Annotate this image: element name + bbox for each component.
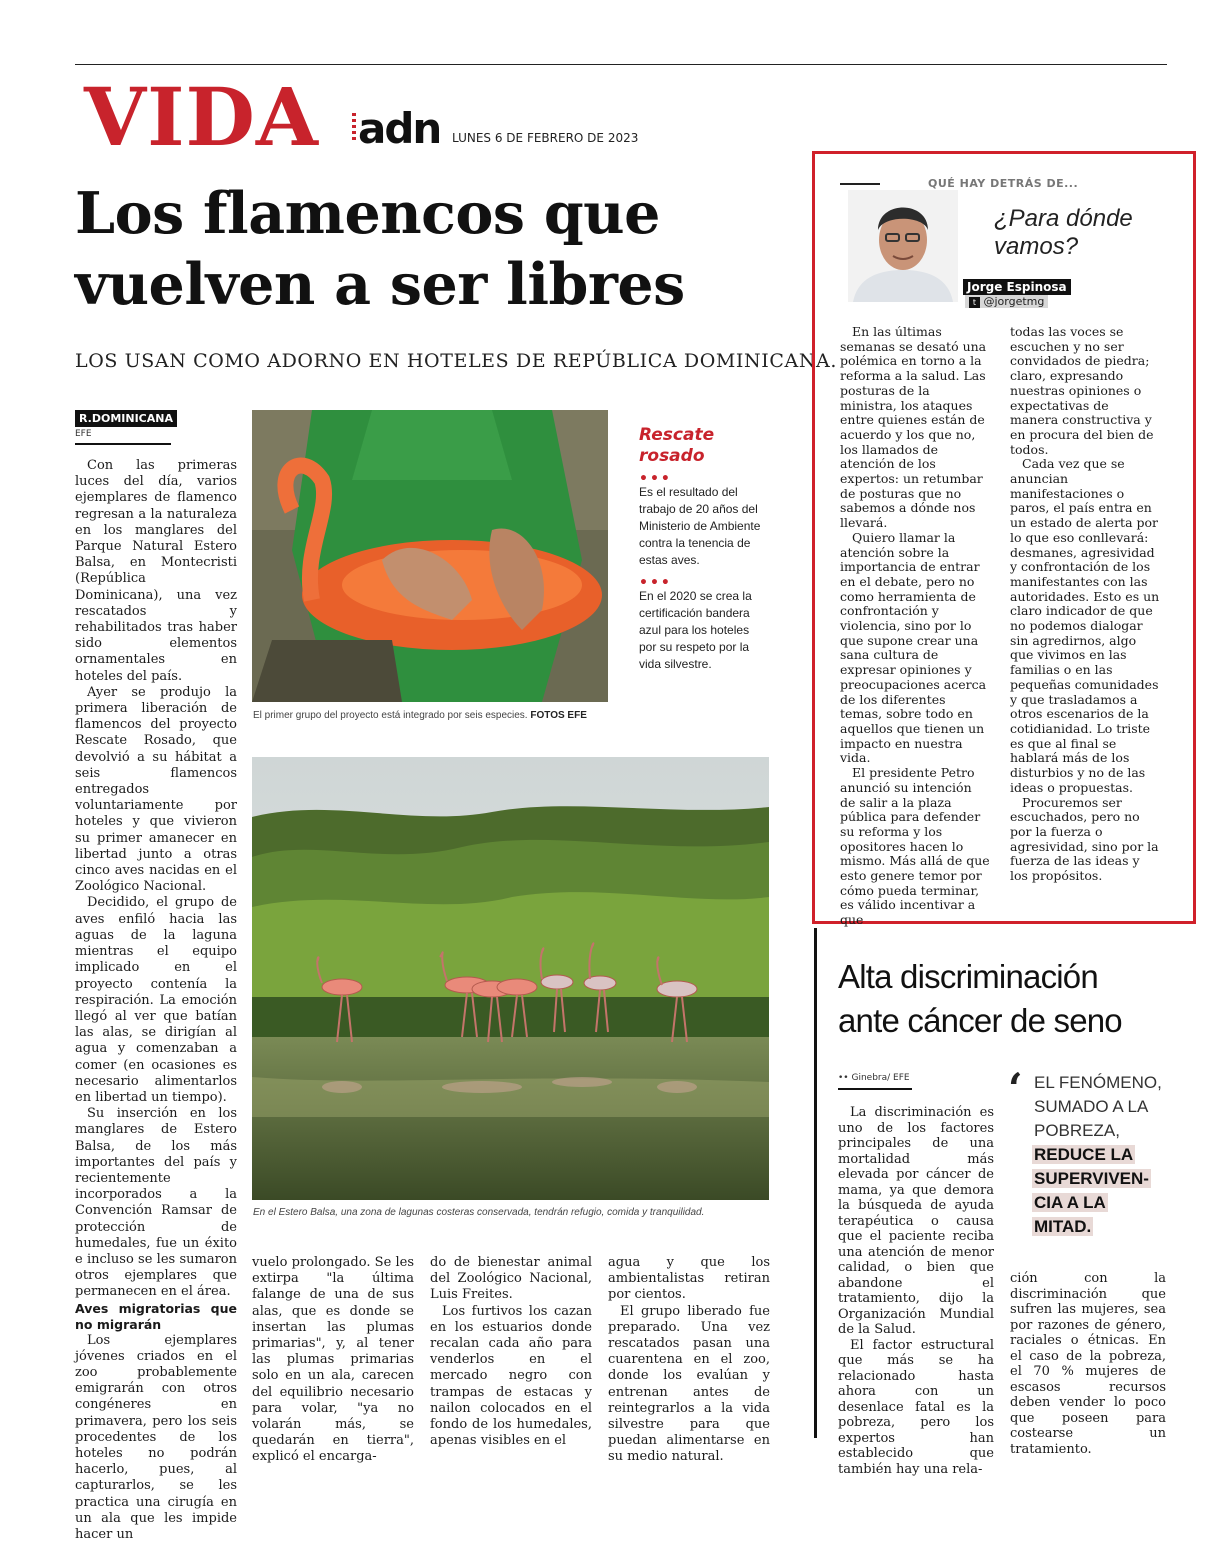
- quote-highlight: REDUCE LA: [1034, 1145, 1134, 1164]
- article-column-3: [430, 1255, 592, 1449]
- paragraph: En las últimas semanas se desató una polémica en torno a la reforma a la salud. Las posturas de la ministra, los ataques entre quienes están de acuerdo y los que no, los llamados de atención de los expertos: un retumbar de posturas que no sabemos a dónde nos llevará.: [840, 324, 987, 531]
- dateline: R.DOMINICANA: [75, 410, 177, 427]
- paragraph: Su inserción en los manglares de Estero Balsa, de los más importantes del país y recientemente incorporados a la Convención Ramsar de protección de humedales, fue un éxito e incluso se les sumaron otros ejemplares que permanecen en el área.: [75, 1106, 237, 1300]
- pull-quote: [1012, 1071, 1172, 1239]
- paragraph: La discriminación es uno de los factores principales de una mortalidad más elevada por cáncer de mama, ya que demora la búsqueda de ayuda terapéutica o causa que el paciente reciba una atención de menor calidad, o bien que abandone el tratamiento, dijo la Organización Mundial de la Salud.: [838, 1105, 994, 1337]
- sidebar-title: [639, 425, 779, 467]
- headline-line: Los flamencos que: [75, 180, 660, 247]
- quote-line: POBREZA,: [1034, 1121, 1120, 1140]
- sidebar-title-line: rosado: [639, 446, 705, 466]
- author-handle: [965, 295, 1048, 308]
- article-column-4: [608, 1255, 770, 1466]
- article-column-2: [252, 1255, 414, 1466]
- author-handle-text: @jorgetmg: [983, 295, 1045, 308]
- author-portrait-image: [848, 190, 958, 302]
- quote-highlight: MITAD.: [1034, 1217, 1092, 1236]
- paragraph: El grupo liberado fue preparado. Una vez rescatados pasan una cuarentena en el zoo, donde los evalúan y entrenan antes de reintegrarlos a la vida silvestre para que puedan alimentarse en su medio natural.: [608, 1303, 770, 1465]
- kicker-rule: [840, 183, 880, 185]
- quote-line: EL FENÓMENO,: [1034, 1073, 1162, 1092]
- article2-column-2: [1010, 1271, 1166, 1457]
- paragraph: Ayer se produjo la primera liberación de flamencos del proyecto Rescate Rosado, que devolvió a su hábitat a seis flamencos entregados voluntariamente por hoteles y que vivieron su primer amanecer en libertad junto a otras cinco aves nacidas en el Zoológico Nacional.: [75, 684, 237, 895]
- paragraph: do de bienestar animal del Zoológico Nacional, Luis Freites.: [430, 1255, 592, 1303]
- twitter-icon: t: [969, 297, 980, 308]
- paragraph: Los ejemplares jóvenes criados en el zoo probablemente emigrarán con otros congéneres en primavera, pero los seis procedentes de los hoteles no podrán hacerlo, pues, al capturarlos, se les practica una cirugía en un ala que les impide hacer un: [75, 1332, 237, 1542]
- paragraph: todas las voces se escuchen y no ser convidados de piedra; claro, expresando nuestras opiniones o expectativas de manera constructiva y en procura del bien de todos.: [1010, 324, 1154, 457]
- byline-rule: [75, 443, 171, 445]
- photo2-caption: En el Estero Balsa, una zona de lagunas costeras conservada, tendrán refugio, comida y tranquilidad.: [253, 1207, 705, 1218]
- byline-rule: [838, 1088, 912, 1090]
- section-title: VIDA: [84, 70, 319, 164]
- headline-line: vuelven a ser libres: [75, 251, 685, 318]
- headline-line: Alta discriminación: [838, 958, 1098, 995]
- flamingos-lagoon-photo: [252, 757, 769, 1200]
- caption-text: El primer grupo del proyecto está integrado por seis especies.: [253, 710, 528, 721]
- sidebar-bullet: •••: [639, 575, 672, 591]
- issue-date: LUNES 6 DE FEBRERO DE 2023: [452, 131, 639, 145]
- paragraph: Los furtivos los cazan en los estuarios donde recalan cada año para venderlos en el mercado negro con trampas de estacas y nailon colocados en el fondo de los humedales, apenas visibles en el: [430, 1303, 592, 1449]
- sidebar-item: Es el resultado del trabajo de 20 años del Ministerio de Ambiente contra la tenencia de estas aves.: [639, 485, 761, 567]
- headline-line: ante cáncer de seno: [838, 1002, 1122, 1039]
- quote-mark-icon: ‘: [1008, 1064, 1023, 1113]
- top-rule: [75, 64, 1167, 65]
- paragraph: Con las primeras luces del día, varios ejemplares de flamenco regresan a la naturaleza en los manglares del Parque Natural Estero Balsa, en Montecristi (República Dominicana), una vez rescatados y rehabilitados tras haber sido elementos ornamentales en hoteles del país.: [75, 458, 237, 684]
- opinion-title: [994, 205, 1154, 261]
- flamingos-lagoon-image: [252, 757, 769, 1200]
- newspaper-logo: adn: [358, 104, 441, 153]
- paragraph: vuelo prolongado. Se les extirpa "la última falange de una de sus alas, que es donde se insertan las plumas primarias", y, al tener las plumas primarias solo en un ala, carecen del equilibrio necesario para volar, "ya no volarán más, se quedarán en tierra", explicó el encarga-: [252, 1255, 414, 1465]
- logo-mark: [352, 113, 356, 143]
- opinion-column-2: [1010, 325, 1160, 884]
- article-subhead: LOS USAN COMO ADORNO EN HOTELES DE REPÚBLICA DOMINICANA.: [75, 350, 838, 372]
- opinion-title-line: ¿Para dónde: [994, 205, 1133, 232]
- byline: EFE: [75, 429, 92, 439]
- paragraph: El presidente Petro anunció su intención de salir a la plaza pública para defender su reforma y los opositores hacen lo mismo. Más allá de que esto genere temor por cómo pueda terminar, es válido incentivar a que: [840, 765, 990, 928]
- photo1-caption: [253, 710, 613, 721]
- quote-highlight: SUPERVIVEN-: [1034, 1169, 1149, 1188]
- byline-dots: ••: [838, 1073, 852, 1083]
- photo-credit: FOTOS EFE: [530, 710, 587, 721]
- article2-column-1: [838, 1105, 994, 1477]
- paragraph: Decidido, el grupo de aves enfiló hacia las aguas de la laguna mientras el equipo implicado en el proyecto contenía la respiración. La emoción llegó al ver que batían las alas, se dirigían al agua y comenzaban a comer (en ocasiones es necesario alimentarlos en libertad un tiempo).: [75, 895, 237, 1105]
- opinion-title-line: vamos?: [994, 233, 1079, 260]
- sidebar-title-line: Rescate: [639, 425, 715, 445]
- sidebar-bullet: •••: [639, 471, 672, 487]
- paragraph: Procuremos ser escuchados, pero no por la fuerza o agresividad, sino por la fuerza de las ideas y los propósitos.: [1010, 794, 1159, 884]
- opinion-kicker: QUÉ HAY DETRÁS DE...: [928, 177, 1079, 190]
- paragraph: El factor estructural que más se ha relacionado hasta ahora con un desenlace fatal es la pobreza, pero los expertos han establecido que también hay una rela-: [838, 1337, 994, 1477]
- quote-line: SUMADO A LA: [1034, 1097, 1149, 1116]
- article-headline: [75, 178, 795, 320]
- paragraph: agua y que los ambientalistas retiran por cientos.: [608, 1255, 770, 1303]
- quote-highlight: CIA A LA: [1034, 1193, 1106, 1212]
- opinion-column-1: [840, 325, 990, 928]
- column-divider: [814, 928, 817, 1438]
- section-subhead: Aves migratorias que no migrarán: [75, 1300, 237, 1332]
- article2-headline: [838, 955, 1198, 1043]
- paragraph: Cada vez que se anuncian manifestaciones o paros, el país entra en un estado de alerta por lo que eso conllevará: desmanes, agresividad y confrontación de los manifestantes con las autoridades. Esto es un claro indicador de que no podemos dialogar sin agredirnos, algo que vivimos en las familias o en las pequeñas comunidades y que trasladamos a otros escenarios de la cotidianidad. Lo triste es que al final se hablará más de los disturbios y no de las ideas o propuestas.: [1010, 456, 1160, 795]
- paragraph: ción con la discriminación que sufren las mujeres, sea por razones de género, raciales o étnicas. En el caso de la pobreza, el 70 % mujeres de escasos recursos deben vender lo poco que poseen para costearse un tratamiento.: [1010, 1271, 1166, 1457]
- author-avatar: [848, 190, 958, 302]
- flamingo-held-photo: [252, 410, 608, 702]
- flamingo-held-image: [252, 410, 608, 702]
- byline-text: Ginebra/ EFE: [851, 1073, 910, 1083]
- paragraph: Quiero llamar la atención sobre la importancia de entrar en el debate, pero no como herramienta de confrontación y violencia, sino por lo que supone crear una sana cultura de expresar opiniones y preocupaciones acerca de los diferentes temas, sobre todo en aquellos que tienen un impacto en nuestra vida.: [840, 529, 987, 766]
- author-name: Jorge Espinosa: [963, 279, 1071, 295]
- article-column-1: [75, 458, 237, 1543]
- sidebar-item: En el 2020 se crea la certificación bandera azul para los hoteles por su respeto por la vida silvestre.: [639, 589, 752, 671]
- article2-byline: [838, 1073, 910, 1083]
